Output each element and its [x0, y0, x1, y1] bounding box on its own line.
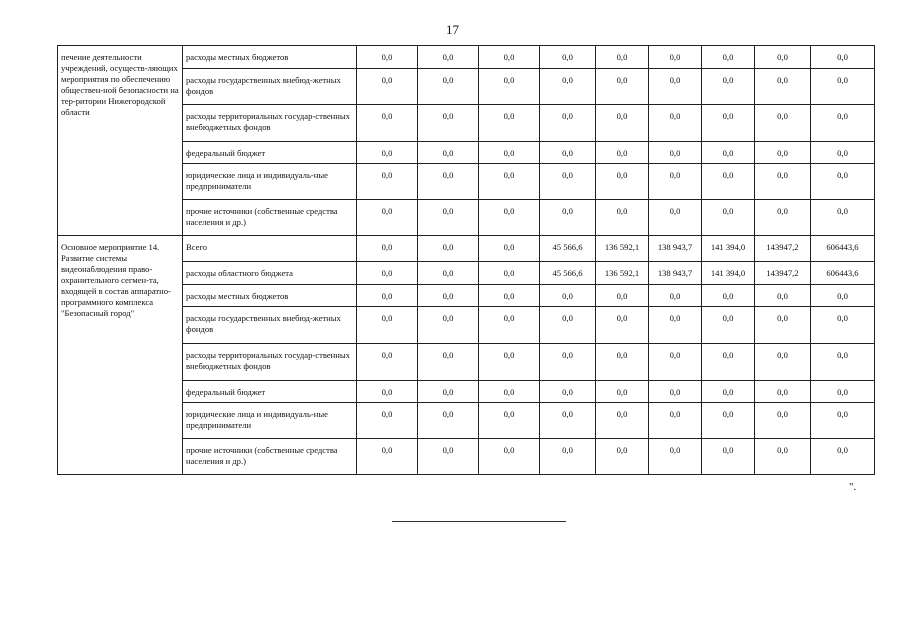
amount-cell: 0,0 — [649, 164, 702, 200]
amount-cell: 0,0 — [755, 403, 811, 439]
amount-cell: 0,0 — [357, 262, 418, 285]
amount-cell: 0,0 — [755, 69, 811, 105]
amount-cell: 141 394,0 — [702, 262, 755, 285]
funding-source-cell: федеральный бюджет — [183, 142, 357, 164]
amount-cell: 0,0 — [649, 69, 702, 105]
amount-cell: 0,0 — [755, 105, 811, 142]
amount-cell: 0,0 — [702, 200, 755, 236]
amount-cell: 136 592,1 — [596, 236, 649, 262]
amount-cell: 0,0 — [596, 46, 649, 69]
funding-source-cell: расходы территориальных государ-ственных внебюджетных фондов — [183, 105, 357, 142]
amount-cell: 0,0 — [540, 142, 596, 164]
amount-cell: 45 566,6 — [540, 236, 596, 262]
amount-cell: 0,0 — [540, 344, 596, 381]
amount-cell: 0,0 — [596, 69, 649, 105]
amount-cell: 0,0 — [702, 142, 755, 164]
amount-cell: 141 394,0 — [702, 236, 755, 262]
amount-cell: 0,0 — [418, 439, 479, 475]
table-body — [58, 46, 875, 475]
funding-source-cell: расходы государственных внебюд-жетных фондов — [183, 307, 357, 344]
amount-cell: 0,0 — [755, 285, 811, 307]
amount-cell: 0,0 — [702, 381, 755, 403]
amount-cell: 0,0 — [479, 381, 540, 403]
amount-cell: 0,0 — [649, 439, 702, 475]
activity-description-cell: Основное мероприятие 14. Развитие системы видеонаблюдения право-охранительного сегмен-та, входящей в состав аппаратно-программного комплекса "Безопасный город" — [58, 236, 183, 475]
amount-cell: 0,0 — [479, 236, 540, 262]
amount-cell: 138 943,7 — [649, 262, 702, 285]
amount-cell: 0,0 — [811, 200, 875, 236]
table-row — [58, 46, 875, 69]
funding-source-cell: расходы местных бюджетов — [183, 285, 357, 307]
activity-description-cell: печение деятельности учреждений, осуществ-ляющих мероприятия по обеспечению обществен-ной безопасности на тер-ритории Нижегородской области — [58, 46, 183, 236]
amount-cell: 0,0 — [649, 403, 702, 439]
amount-cell: 0,0 — [596, 307, 649, 344]
amount-cell: 0,0 — [479, 262, 540, 285]
amount-cell: 0,0 — [649, 381, 702, 403]
amount-cell: 143947,2 — [755, 236, 811, 262]
amount-cell: 0,0 — [811, 69, 875, 105]
amount-cell: 606443,6 — [811, 236, 875, 262]
amount-cell: 0,0 — [418, 200, 479, 236]
amount-cell: 0,0 — [596, 142, 649, 164]
amount-cell: 0,0 — [596, 285, 649, 307]
amount-cell: 0,0 — [357, 307, 418, 344]
amount-cell: 0,0 — [418, 381, 479, 403]
amount-cell: 0,0 — [811, 142, 875, 164]
amount-cell: 0,0 — [540, 200, 596, 236]
amount-cell: 0,0 — [357, 69, 418, 105]
amount-cell: 0,0 — [479, 403, 540, 439]
amount-cell: 0,0 — [755, 200, 811, 236]
amount-cell: 0,0 — [418, 307, 479, 344]
amount-cell: 0,0 — [357, 164, 418, 200]
amount-cell: 0,0 — [357, 200, 418, 236]
amount-cell: 0,0 — [540, 69, 596, 105]
amount-cell: 0,0 — [811, 439, 875, 475]
amount-cell: 0,0 — [479, 142, 540, 164]
amount-cell: 0,0 — [418, 142, 479, 164]
amount-cell: 0,0 — [418, 236, 479, 262]
funding-source-cell: расходы территориальных государ-ственных внебюджетных фондов — [183, 344, 357, 381]
amount-cell: 0,0 — [755, 344, 811, 381]
amount-cell: 0,0 — [540, 307, 596, 344]
funding-source-cell: Всего — [183, 236, 357, 262]
amount-cell: 606443,6 — [811, 262, 875, 285]
amount-cell: 0,0 — [357, 344, 418, 381]
amount-cell: 0,0 — [596, 344, 649, 381]
amount-cell: 0,0 — [702, 439, 755, 475]
amount-cell: 0,0 — [357, 285, 418, 307]
amount-cell: 0,0 — [479, 164, 540, 200]
amount-cell: 0,0 — [596, 403, 649, 439]
amount-cell: 0,0 — [755, 46, 811, 69]
amount-cell: 0,0 — [702, 307, 755, 344]
funding-source-cell: расходы местных бюджетов — [183, 46, 357, 69]
amount-cell: 0,0 — [811, 344, 875, 381]
amount-cell: 0,0 — [596, 439, 649, 475]
amount-cell: 0,0 — [357, 142, 418, 164]
amount-cell: 0,0 — [755, 381, 811, 403]
amount-cell: 0,0 — [357, 105, 418, 142]
amount-cell: 0,0 — [596, 164, 649, 200]
amount-cell: 0,0 — [596, 200, 649, 236]
funding-source-cell: юридические лица и индивидуаль-ные предприниматели — [183, 403, 357, 439]
amount-cell: 0,0 — [649, 105, 702, 142]
amount-cell: 0,0 — [540, 439, 596, 475]
amount-cell: 0,0 — [811, 403, 875, 439]
amount-cell: 0,0 — [479, 285, 540, 307]
amount-cell: 0,0 — [357, 439, 418, 475]
amount-cell: 0,0 — [418, 403, 479, 439]
amount-cell: 0,0 — [357, 403, 418, 439]
amount-cell: 0,0 — [649, 285, 702, 307]
funding-source-cell: расходы государственных внебюд-жетных фондов — [183, 69, 357, 105]
amount-cell: 0,0 — [418, 262, 479, 285]
amount-cell: 0,0 — [702, 344, 755, 381]
amount-cell: 0,0 — [540, 105, 596, 142]
funding-source-cell: прочие источники (собственные средства населения и др.) — [183, 200, 357, 236]
amount-cell: 0,0 — [702, 69, 755, 105]
amount-cell: 0,0 — [649, 200, 702, 236]
amount-cell: 0,0 — [702, 105, 755, 142]
amount-cell: 0,0 — [649, 142, 702, 164]
amount-cell: 0,0 — [811, 164, 875, 200]
amount-cell: 0,0 — [702, 403, 755, 439]
amount-cell: 0,0 — [418, 164, 479, 200]
separator-line — [392, 521, 566, 522]
amount-cell: 0,0 — [479, 439, 540, 475]
funding-source-cell: федеральный бюджет — [183, 381, 357, 403]
amount-cell: 0,0 — [811, 105, 875, 142]
amount-cell: 0,0 — [755, 164, 811, 200]
amount-cell: 136 592,1 — [596, 262, 649, 285]
amount-cell: 0,0 — [418, 344, 479, 381]
amount-cell: 0,0 — [702, 285, 755, 307]
amount-cell: 0,0 — [357, 46, 418, 69]
amount-cell: 0,0 — [702, 164, 755, 200]
amount-cell: 0,0 — [418, 46, 479, 69]
amount-cell: 45 566,6 — [540, 262, 596, 285]
amount-cell: 0,0 — [357, 381, 418, 403]
table-row — [58, 236, 875, 262]
amount-cell: 0,0 — [479, 344, 540, 381]
amount-cell: 138 943,7 — [649, 236, 702, 262]
amount-cell: 0,0 — [755, 439, 811, 475]
amount-cell: 0,0 — [755, 307, 811, 344]
amount-cell: 0,0 — [811, 307, 875, 344]
amount-cell: 0,0 — [649, 344, 702, 381]
amount-cell: 0,0 — [596, 105, 649, 142]
amount-cell: 0,0 — [811, 46, 875, 69]
amount-cell: 0,0 — [479, 307, 540, 344]
amount-cell: 0,0 — [418, 105, 479, 142]
amount-cell: 0,0 — [649, 307, 702, 344]
amount-cell: 0,0 — [479, 200, 540, 236]
amount-cell: 0,0 — [702, 46, 755, 69]
budget-table — [57, 45, 875, 475]
page-number: 17 — [446, 22, 459, 37]
amount-cell: 0,0 — [811, 285, 875, 307]
amount-cell: 0,0 — [540, 46, 596, 69]
amount-cell: 0,0 — [479, 105, 540, 142]
amount-cell: 0,0 — [357, 236, 418, 262]
funding-source-cell: расходы областного бюджета — [183, 262, 357, 285]
amount-cell: 0,0 — [540, 285, 596, 307]
funding-source-cell: прочие источники (собственные средства населения и др.) — [183, 439, 357, 475]
amount-cell: 0,0 — [479, 46, 540, 69]
amount-cell: 0,0 — [418, 69, 479, 105]
amount-cell: 0,0 — [649, 46, 702, 69]
amount-cell: 0,0 — [811, 381, 875, 403]
amount-cell: 143947,2 — [755, 262, 811, 285]
amount-cell: 0,0 — [418, 285, 479, 307]
funding-source-cell: юридические лица и индивидуаль-ные предприниматели — [183, 164, 357, 200]
amount-cell: 0,0 — [540, 381, 596, 403]
amount-cell: 0,0 — [540, 164, 596, 200]
amount-cell: 0,0 — [755, 142, 811, 164]
closing-quote-mark: ". — [849, 481, 857, 493]
amount-cell: 0,0 — [479, 69, 540, 105]
amount-cell: 0,0 — [596, 381, 649, 403]
amount-cell: 0,0 — [540, 403, 596, 439]
